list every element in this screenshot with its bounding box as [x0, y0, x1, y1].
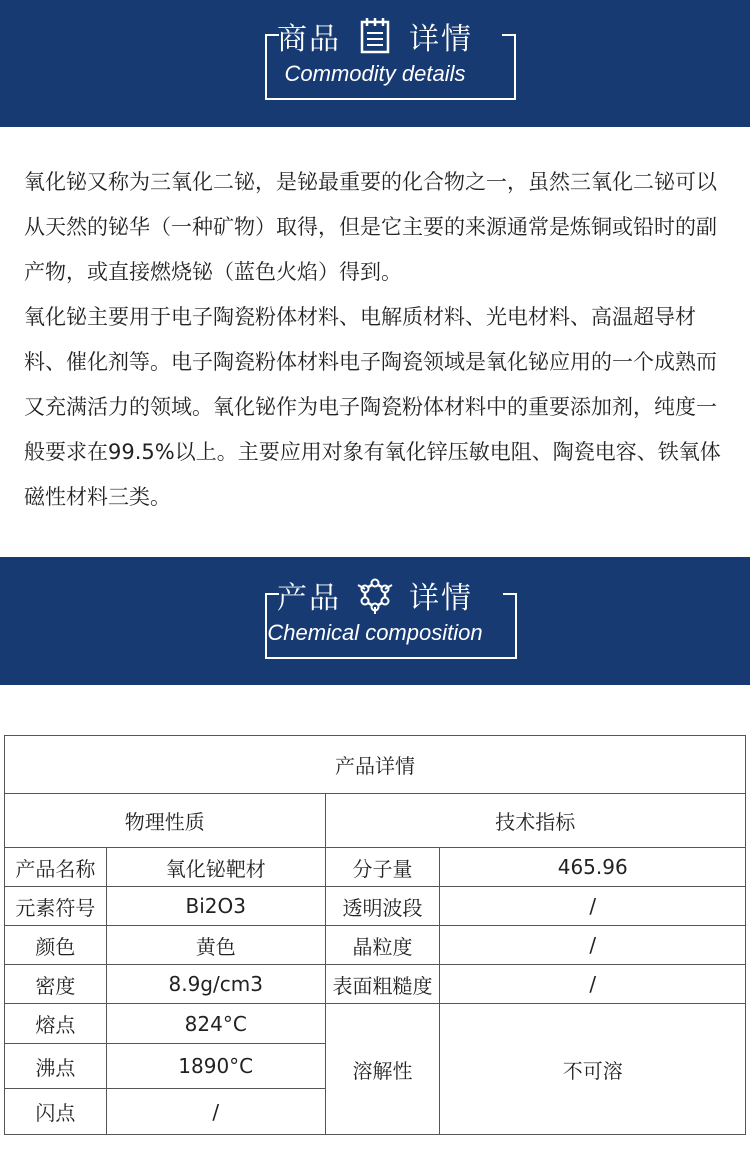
table-header-row	[5, 794, 746, 848]
section-banner-commodity	[0, 0, 750, 127]
notepad-icon	[355, 16, 395, 56]
title-right: 详情	[409, 581, 473, 616]
cell-label: 元素符号	[5, 887, 107, 926]
cell-label: 闪点	[5, 1089, 107, 1135]
cell-value: 8.9g/cm3	[106, 965, 325, 1004]
cell-value: 824°C	[106, 1004, 325, 1044]
product-description	[24, 160, 728, 520]
table-row	[5, 926, 746, 965]
description-paragraph: 氧化铋又称为三氧化二铋，是铋最重要的化合物之一，虽然三氧化二铋可以从天然的铋华（一种矿物）取得，但是它主要的来源通常是炼铜或铅时的副产物，或直接燃烧铋（蓝色火焰）得到。	[24, 170, 717, 284]
cell-value: /	[440, 965, 746, 1004]
section-title	[0, 573, 750, 617]
cell-label: 表面粗糙度	[325, 965, 440, 1004]
cell-value: 不可溶	[440, 1004, 746, 1135]
table-row	[5, 1004, 746, 1044]
table-row	[5, 887, 746, 926]
cell-value: /	[106, 1089, 325, 1135]
cell-value: 465.96	[440, 848, 746, 887]
cell-label: 密度	[5, 965, 107, 1004]
cell-value: /	[440, 887, 746, 926]
cell-label: 分子量	[325, 848, 440, 887]
header-technical: 技术指标	[325, 794, 745, 848]
title-left: 商品	[277, 22, 341, 57]
section-banner-chemical	[0, 557, 750, 685]
cell-label: 溶解性	[325, 1004, 440, 1135]
cell-value: 黄色	[106, 926, 325, 965]
cell-label: 透明波段	[325, 887, 440, 926]
section-subtitle: Commodity details	[284, 61, 466, 86]
cell-label: 晶粒度	[325, 926, 440, 965]
cell-label: 颜色	[5, 926, 107, 965]
molecule-icon	[355, 575, 395, 615]
table-title: 产品详情	[5, 736, 746, 794]
table-row	[5, 965, 746, 1004]
cell-value: 1890°C	[106, 1044, 325, 1089]
table-row	[5, 848, 746, 887]
section-subtitle: Chemical composition	[267, 620, 483, 645]
description-paragraph: 氧化铋主要用于电子陶瓷粉体材料、电解质材料、光电材料、高温超导材料、催化剂等。电子陶瓷粉体材料电子陶瓷领域是氧化铋应用的一个成熟而又充满活力的领域。氧化铋作为电子陶瓷粉体材料中的重要添加剂，纯度一般要求在99.5%以上。主要应用对象有氧化锌压敏电阻、陶瓷电容、铁氧体磁性材料三类。	[24, 305, 721, 509]
section-title	[0, 14, 750, 58]
title-right: 详情	[409, 22, 473, 57]
cell-label: 产品名称	[5, 848, 107, 887]
cell-label: 熔点	[5, 1004, 107, 1044]
cell-value: /	[440, 926, 746, 965]
title-left: 产品	[277, 581, 341, 616]
product-spec-table	[4, 735, 746, 1135]
header-physical: 物理性质	[5, 794, 326, 848]
cell-value: 氧化铋靶材	[106, 848, 325, 887]
table-title-row	[5, 736, 746, 794]
cell-label: 沸点	[5, 1044, 107, 1089]
cell-value: Bi2O3	[106, 887, 325, 926]
